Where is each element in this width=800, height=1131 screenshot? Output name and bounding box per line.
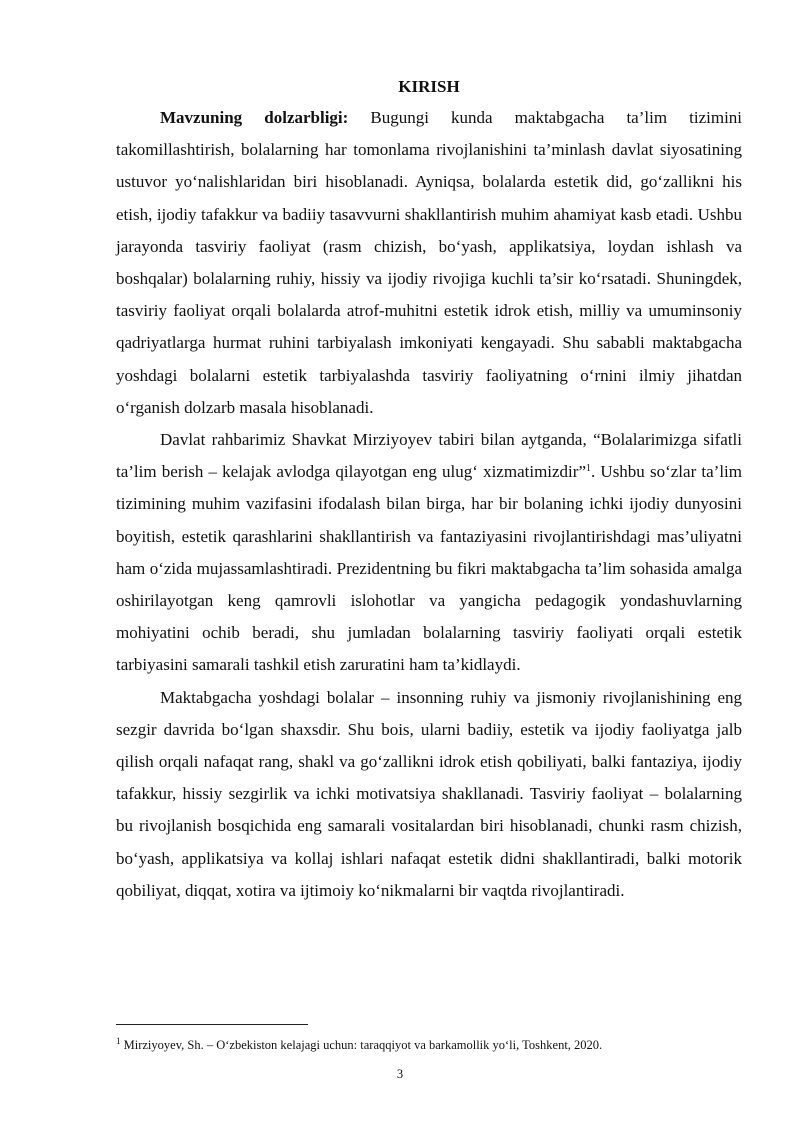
paragraph-text: Maktabgacha yoshdagi bolalar – insonning ruhiy va jismoniy rivojlanishining eng sezgir davrida bo‘lgan shaxsdir. Shu bois, ularni badiiy, estetik va ijodiy faoliyatga jalb qilish orqali nafaqat rang, shakl va go‘zallikni idrok etish qobiliyati, balki fantaziya, ijodiy tafakkur, hissiy sezgirlik va ichki motivatsiya shakllanadi. Tasviriy faoliyat – bolalarning bu rivojlanish bosqichida eng samarali vositalardan biri hisoblanadi, chunki rasm chizish, bo‘yash, applikatsiya va kollaj ishlari nafaqat estetik didni shakllantiradi, balki motorik qobiliyat, diqqat, xotira va ijtimoiy ko‘nikmalarni bir vaqtda rivojlantiradi. [116,687,742,900]
paragraph-president-quote [116,424,742,682]
paragraph-text-before-ref: Davlat rahbarimiz Shavkat Mirziyoyev tabiri bilan aytganda, “Bolalarimizga sifatli ta’lim berish – kelajak avlodga qilayotgan eng ulug‘ xizmatimizdir” [116,430,742,482]
paragraph-text: Bugungi kunda maktabgacha ta’lim tizimini takomillashtirish, bolalarning har tomonlama rivojlanishini ta’minlash davlat siyosatining ustuvor yo‘nalishlaridan biri hisoblanadi. Ayniqsa, bolalarda estetik did, go‘zallikni his etish, ijodiy tafakkur va badiiy tasavvurni shakllantirish muhim ahamiyat kasb etadi. Ushbu jarayonda tasviriy faoliyat (rasm chizish, bo‘yash, applikatsiya, loydan ishlash va boshqalar) bolalarning ruhiy, hissiy va ijodiy rivojiga kuchli ta’sir ko‘rsatadi. Shuningdek, tasviriy faoliyat orqali bolalarda atrof-muhitni estetik idrok etish, milliy va umuminsoniy qadriyatlarga hurmat ruhini tarbiyalash imkoniyati kengayadi. Shu sababli maktabgacha yoshdagi bolalarni estetik tarbiyalashda tasviriy faoliyatning o‘rnini ilmiy jihatdan o‘rganish dolzarb masala hisoblanadi. [116,108,743,417]
footnote-reference[interactable]: 1 [586,463,591,475]
paragraph-text-after-ref: . Ushbu so‘zlar ta’lim tizimining muhim vazifasini ifodalash bilan birga, har bir bolaning ichki ijodiy dunyosini boyitish, estetik qarashlarini shakllantirish va fantaziyasini rivojlantirishdagi mas’uliyatni ham o‘zida mujassamlashtiradi. Prezidentning bu fikri maktabgacha ta’lim sohasida amalga oshirilayotgan keng qamrovli islohotlar va yangicha pedagogik yondashuvlarning mohiyatini ochib beradi, shu jumladan bolalarning tasviriy faoliyati orqali estetik tarbiyasini samarali tashkil etish zaruratini ham ta’kidlaydi. [116,462,743,675]
page-number: 3 [396,1067,404,1081]
section-title: KIRISH [398,77,460,96]
footnote [116,1037,742,1053]
body-text [116,102,742,907]
footnote-text: Mirziyoyev, Sh. – O‘zbekiston kelajagi uchun: taraqqiyot va barkamollik yo‘li, Toshkent, 2020. [120,1038,603,1052]
paragraph-preschool-children [116,682,742,907]
paragraph-relevance [116,102,742,424]
footnote-number: 1 [116,1036,121,1046]
paragraph-lead: Mavzuning dolzarbligi: [160,108,349,127]
footnote-separator [116,1024,308,1025]
